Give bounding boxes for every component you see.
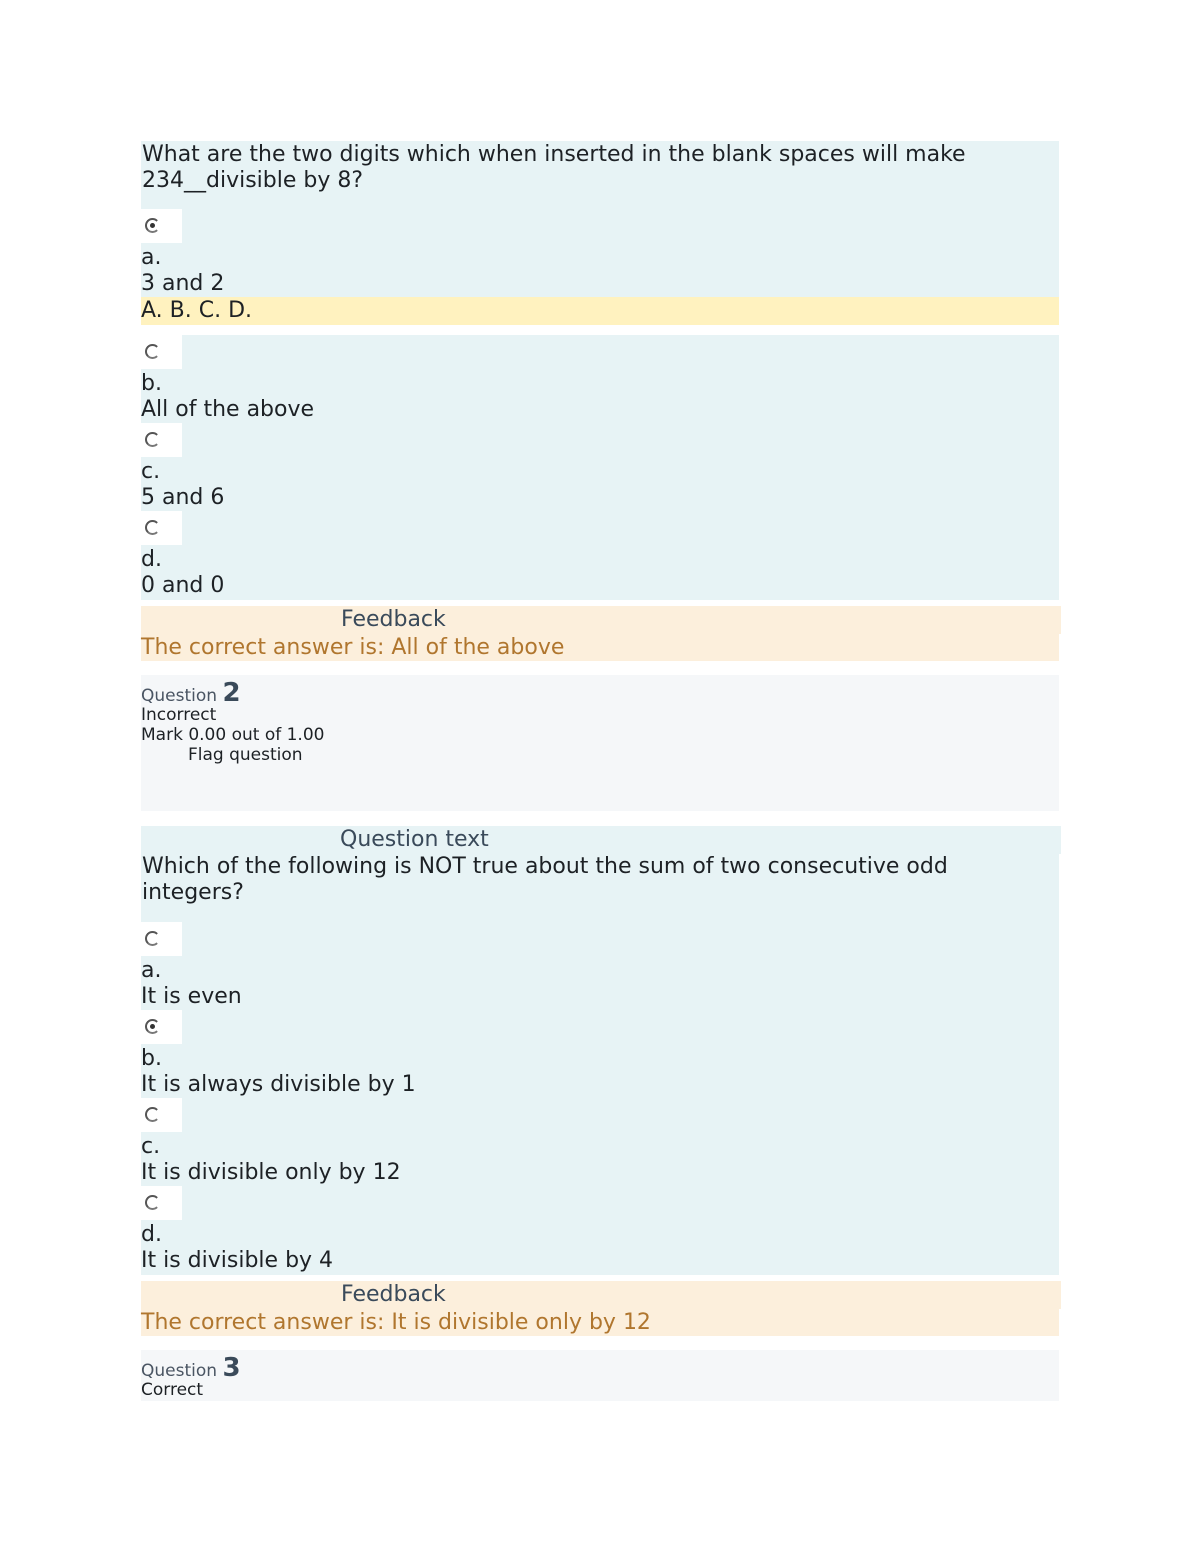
question-3-info	[141, 1350, 1059, 1401]
option-d-radio-box[interactable]	[141, 511, 182, 545]
option-b-radio-row[interactable]	[141, 1010, 1059, 1046]
option-d-radio-box[interactable]	[141, 1186, 182, 1220]
option-c-text: 5 and 6	[141, 485, 225, 510]
question-1-feedback	[141, 606, 1059, 661]
option-a-radio-row[interactable]	[141, 922, 1059, 958]
question-2-feedback	[141, 1281, 1059, 1336]
question-number-value: 2	[222, 678, 241, 708]
option-c-letter: c.	[141, 459, 161, 484]
option-a-text: It is even	[141, 984, 242, 1009]
option-a-radio-box[interactable]	[141, 209, 182, 243]
question-text-title: Question text	[340, 827, 489, 852]
option-a-text: 3 and 2	[141, 271, 225, 296]
flag-question-link[interactable]: Flag question	[188, 745, 303, 765]
question-text-heading	[141, 826, 1061, 854]
radio-icon[interactable]	[145, 931, 160, 946]
question-number	[141, 675, 1059, 708]
answer-highlight-text: A. B. C. D.	[141, 298, 253, 323]
question-2-text	[141, 826, 1059, 906]
answer-highlight-bar	[141, 297, 1059, 325]
option-a-letter: a.	[141, 958, 162, 983]
question-1-text-content: What are the two digits which when inserted in the blank spaces will make 234__divisible by 8?	[142, 142, 966, 193]
option-a-radio-row[interactable]	[141, 209, 1059, 245]
option-b-radio-box[interactable]	[141, 1010, 182, 1044]
option-d-text: 0 and 0	[141, 573, 225, 598]
feedback-text: The correct answer is: It is divisible only by 12	[141, 1309, 1059, 1336]
feedback-heading	[141, 1281, 1061, 1309]
question-state: Correct	[141, 1380, 204, 1400]
question-grade: Mark 0.00 out of 1.00	[141, 725, 325, 745]
option-a-letter: a.	[141, 245, 162, 270]
option-c-radio-box[interactable]	[141, 423, 182, 457]
question-label: Question	[141, 1361, 218, 1381]
option-b-radio-box[interactable]	[141, 335, 182, 369]
option-c-radio-box[interactable]	[141, 1098, 182, 1132]
question-1-answers	[141, 193, 1059, 297]
radio-icon[interactable]	[145, 1019, 160, 1034]
option-d-text: It is divisible by 4	[141, 1248, 334, 1273]
option-a-radio-box[interactable]	[141, 922, 182, 956]
feedback-heading	[141, 606, 1061, 634]
option-b-text: It is always divisible by 1	[141, 1072, 416, 1097]
question-label: Question	[141, 686, 218, 706]
question-number-value: 3	[222, 1353, 241, 1383]
radio-icon[interactable]	[145, 344, 160, 359]
option-d-letter: d.	[141, 547, 162, 572]
option-c-text: It is divisible only by 12	[141, 1160, 401, 1185]
radio-icon[interactable]	[145, 1107, 160, 1122]
option-b-letter: b.	[141, 1046, 162, 1071]
option-d-radio-row[interactable]	[141, 1186, 1059, 1222]
option-c-radio-row[interactable]	[141, 423, 1059, 459]
option-b-text: All of the above	[141, 397, 315, 422]
option-b-radio-row[interactable]	[141, 335, 1059, 371]
question-1-answers-rest	[141, 335, 1059, 600]
question-number	[141, 1350, 1059, 1383]
option-c-letter: c.	[141, 1134, 161, 1159]
option-d-radio-row[interactable]	[141, 511, 1059, 547]
option-b-letter: b.	[141, 371, 162, 396]
question-2-text-content: Which of the following is NOT true about the sum of two consecutive odd integers?	[141, 854, 1059, 906]
question-state: Incorrect	[141, 705, 217, 725]
question-2-info	[141, 675, 1059, 811]
radio-icon[interactable]	[145, 1195, 160, 1210]
option-c-radio-row[interactable]	[141, 1098, 1059, 1134]
question-2-answers	[141, 906, 1059, 1275]
question-1-text	[141, 141, 1059, 193]
radio-icon[interactable]	[145, 520, 160, 535]
feedback-title: Feedback	[341, 1282, 446, 1307]
feedback-title: Feedback	[341, 607, 446, 632]
feedback-text: The correct answer is: All of the above	[141, 634, 1059, 661]
option-d-letter: d.	[141, 1222, 162, 1247]
radio-icon[interactable]	[145, 218, 160, 233]
radio-icon[interactable]	[145, 432, 160, 447]
